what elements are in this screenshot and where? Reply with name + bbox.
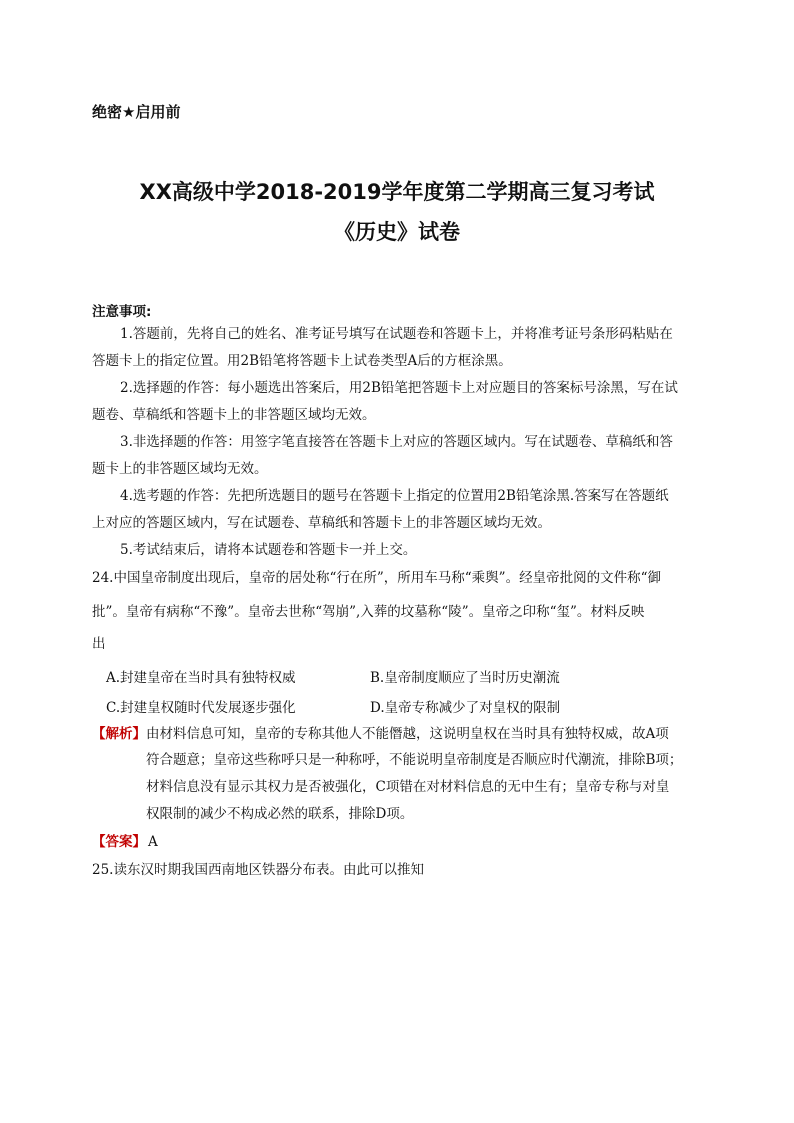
notice-line: 答题卡上的指定位置。用2B铅笔将答题卡上试卷类型A后的方框涂黑。 <box>92 353 512 369</box>
notice-line: 5.考试结束后，请将本试题卷和答题卡一并上交。 <box>120 542 417 558</box>
notice-line: 1.答题前，先将自己的姓名、准考证号填写在试题卷和答题卡上，并将准考证号条形码粘贴在 <box>120 326 673 342</box>
option-c: C.封建皇权随时代发展逐步强化 <box>106 700 296 716</box>
option-b: B.皇帝制度顺应了当时历史潮流 <box>370 670 560 686</box>
notice-line: 2.选择题的作答：每小题选出答案后，用2B铅笔把答题卡上对应题目的答案标号涂黑，写在试 <box>120 380 678 396</box>
analysis-line: 由材料信息可知，皇帝的专称其他人不能僭越，这说明皇权在当时具有独特权威，故A项 <box>146 726 669 742</box>
option-d: D.皇帝专称减少了对皇权的限制 <box>370 700 561 716</box>
notice-heading: 注意事项: <box>92 304 152 320</box>
answer-value: A <box>148 834 158 850</box>
option-a: A.封建皇帝在当时具有独特权威 <box>106 670 296 686</box>
confidential-label: 绝密★启用前 <box>92 103 181 121</box>
notice-line: 题卡上的非答题区域均无效。 <box>92 461 268 477</box>
notice-line: 3.非选择题的作答：用签字笔直接答在答题卡上对应的答题区域内。写在试题卷、草稿纸和答 <box>120 434 673 450</box>
question-stem-line: 批”。皇帝有病称“不豫”。皇帝去世称“驾崩”,入葬的坟墓称“陵”。皇帝之印称“玺”。材料反映 <box>92 604 645 620</box>
exam-title: XX高级中学2018-2019学年度第二学期高三复习考试 <box>139 180 655 204</box>
question-25-stem: 25.读东汉时期我国西南地区铁器分布表。由此可以推知 <box>92 862 424 878</box>
analysis-line: 材料信息没有显示其权力是否被强化，C项错在对材料信息的无中生有；皇帝专称与对皇 <box>146 779 670 795</box>
exam-subject-title: 《历史》试卷 <box>334 220 460 244</box>
analysis-label: 【解析】 <box>92 726 146 742</box>
notice-line: 题卷、草稿纸和答题卡上的非答题区域均无效。 <box>92 407 376 423</box>
analysis-line: 符合题意；皇帝这些称呼只是一种称呼，不能说明皇帝制度是否顺应时代潮流，排除B项； <box>146 752 683 768</box>
notice-line: 4.选考题的作答：先把所选题目的题号在答题卡上指定的位置用2B铅笔涂黑.答案写在答题纸 <box>120 488 669 504</box>
question-stem-line: 出 <box>92 636 106 652</box>
question-stem-line: 24.中国皇帝制度出现后，皇帝的居处称“行在所”，所用车马称“乘舆”。经皇帝批阅的文件称“御 <box>92 570 661 586</box>
notice-line: 上对应的答题区域内，写在试题卷、草稿纸和答题卡上的非答题区域均无效。 <box>92 515 551 531</box>
analysis-line: 权限制的减少不构成必然的联系，排除D项。 <box>146 806 414 822</box>
answer-label: 【答案】 <box>92 834 146 850</box>
